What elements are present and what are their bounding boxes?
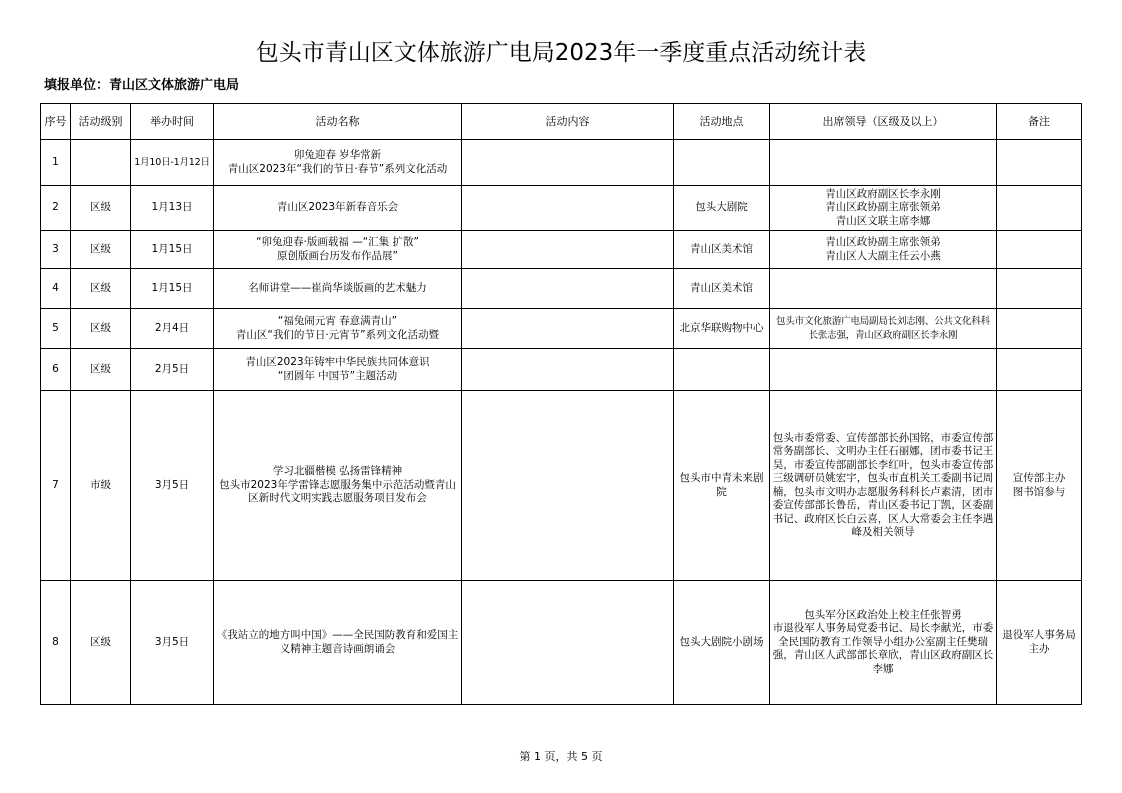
- cell-place: 青山区美术馆: [674, 269, 770, 309]
- column-header-content: 活动内容: [462, 104, 674, 140]
- cell-place: [674, 140, 770, 186]
- cell-name: 青山区2023年新春音乐会: [214, 186, 462, 231]
- cell-time: 3月5日: [131, 391, 214, 581]
- cell-no: 1: [41, 140, 71, 186]
- reporting-unit-label: 填报单位：青山区文体旅游广电局: [44, 78, 240, 93]
- cell-remark: 退役军人事务局主办: [997, 581, 1082, 705]
- cell-name: 学习北疆楷模 弘扬雷锋精神 包头市2023年学雷锋志愿服务集中示范活动暨青山区新时代文明实践志愿服务项目发布会: [214, 391, 462, 581]
- cell-remark: 宣传部主办 图书馆参与: [997, 391, 1082, 581]
- table-header-row: [41, 104, 1082, 140]
- cell-leaders: 青山区政协副主席张领弟 青山区人大副主任云小燕: [770, 231, 997, 269]
- cell-remark: [997, 269, 1082, 309]
- page-number-footer: 第 1 页，共 5 页: [519, 750, 603, 763]
- cell-name: 名师讲堂——崔尚华谈版画的艺术魅力: [214, 269, 462, 309]
- cell-remark: [997, 349, 1082, 391]
- cell-place: 包头大剧院: [674, 186, 770, 231]
- cell-level: 区级: [71, 269, 131, 309]
- cell-place: [674, 349, 770, 391]
- cell-level: 区级: [71, 231, 131, 269]
- column-header-remark: 备注: [997, 104, 1082, 140]
- cell-content: [462, 309, 674, 349]
- cell-name: 青山区2023年铸牢中华民族共同体意识 “团圆年 中国节”主题活动: [214, 349, 462, 391]
- cell-time: 1月10日-1月12日: [131, 140, 214, 186]
- cell-level: 区级: [71, 309, 131, 349]
- cell-no: 5: [41, 309, 71, 349]
- activity-table: [40, 103, 1082, 705]
- cell-content: [462, 140, 674, 186]
- cell-level: 区级: [71, 186, 131, 231]
- cell-place: 包头市中青未来剧院: [674, 391, 770, 581]
- cell-name: “卯兔迎春·版画载福 —“汇集 扩散” 原创版画台历发布作品展”: [214, 231, 462, 269]
- cell-content: [462, 391, 674, 581]
- table-row: [41, 349, 1082, 391]
- cell-leaders: [770, 269, 997, 309]
- column-header-no: 序号: [41, 104, 71, 140]
- cell-time: 1月13日: [131, 186, 214, 231]
- column-header-place: 活动地点: [674, 104, 770, 140]
- cell-place: 青山区美术馆: [674, 231, 770, 269]
- cell-leaders: 青山区政府副区长李永刚 青山区政协副主席张领弟 青山区文联主席李娜: [770, 186, 997, 231]
- cell-remark: [997, 231, 1082, 269]
- table-row: [41, 581, 1082, 705]
- column-header-time: 举办时间: [131, 104, 214, 140]
- cell-level: 市级: [71, 391, 131, 581]
- cell-time: 3月5日: [131, 581, 214, 705]
- cell-level: [71, 140, 131, 186]
- table-row: [41, 269, 1082, 309]
- cell-no: 6: [41, 349, 71, 391]
- cell-content: [462, 581, 674, 705]
- table-row: [41, 186, 1082, 231]
- cell-no: 3: [41, 231, 71, 269]
- cell-place: 北京华联购物中心: [674, 309, 770, 349]
- table-row: [41, 391, 1082, 581]
- cell-remark: [997, 186, 1082, 231]
- cell-name: 《我站立的地方叫中国》——全民国防教育和爱国主义精神主题音诗画朗诵会: [214, 581, 462, 705]
- cell-name: 卯兔迎春 岁华常新 青山区2023年“我们的节日·春节”系列文化活动: [214, 140, 462, 186]
- cell-leaders: 包头军分区政治处上校主任张智勇 市退役军人事务局党委书记、局长李献光，市委全民国防教育工作领导小组办公室副主任樊瑞强，青山区人武部部长章欣，青山区政府副区长李娜: [770, 581, 997, 705]
- page-title: 包头市青山区文体旅游广电局2023年一季度重点活动统计表: [255, 40, 867, 66]
- cell-leaders: [770, 140, 997, 186]
- cell-time: 2月5日: [131, 349, 214, 391]
- cell-no: 2: [41, 186, 71, 231]
- cell-no: 4: [41, 269, 71, 309]
- cell-leaders: [770, 349, 997, 391]
- cell-content: [462, 186, 674, 231]
- cell-leaders: 包头市委常委、宣传部部长孙国铭，市委宣传部常务副部长、文明办主任石丽娜，团市委书记王昊，市委宣传部副部长李红叶，包头市委宣传部三级调研员姚宏宇，包头市直机关工委副书记周楠，包头市文明办志愿服务科科长卢素清，团市委宣传部部长鲁岳，青山区委书记丁凯，区委副书记、政府区长白云喜，区人大常委会主任李遇峰及相关领导: [770, 391, 997, 581]
- cell-name: “福兔闹元宵 春意满青山” 青山区“我们的节日·元宵节”系列文化活动暨: [214, 309, 462, 349]
- column-header-name: 活动名称: [214, 104, 462, 140]
- cell-level: 区级: [71, 349, 131, 391]
- cell-no: 8: [41, 581, 71, 705]
- cell-time: 2月4日: [131, 309, 214, 349]
- column-header-level: 活动级别: [71, 104, 131, 140]
- table-row: [41, 231, 1082, 269]
- cell-content: [462, 231, 674, 269]
- cell-level: 区级: [71, 581, 131, 705]
- cell-no: 7: [41, 391, 71, 581]
- cell-leaders: 包头市文化旅游广电局副局长刘志刚、公共文化科科长张志强，青山区政府副区长李永刚: [770, 309, 997, 349]
- table-row: [41, 140, 1082, 186]
- cell-time: 1月15日: [131, 231, 214, 269]
- table-row: [41, 309, 1082, 349]
- cell-content: [462, 269, 674, 309]
- column-header-leaders: 出席领导（区级及以上）: [770, 104, 997, 140]
- cell-remark: [997, 140, 1082, 186]
- cell-time: 1月15日: [131, 269, 214, 309]
- cell-content: [462, 349, 674, 391]
- cell-remark: [997, 309, 1082, 349]
- cell-place: 包头大剧院小剧场: [674, 581, 770, 705]
